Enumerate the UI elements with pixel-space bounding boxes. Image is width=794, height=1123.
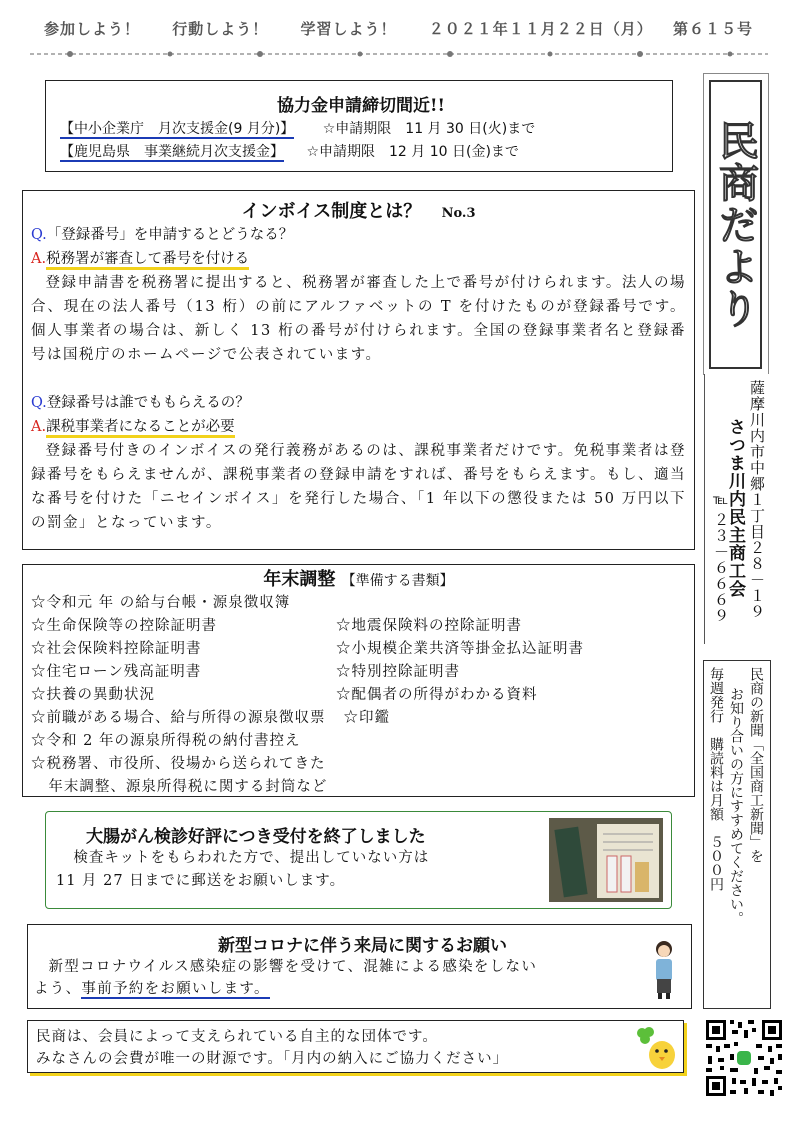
invoice-title-row [31,197,686,223]
yearend-item: ☆生命保険等の控除証明書 [31,618,217,634]
question-1 [31,223,686,247]
chick-clover-icon [632,1025,678,1071]
slogan-2: 行動しよう！ [172,20,269,38]
invoice-number: No.3 [441,206,476,221]
q-mark: Q. [31,227,47,243]
question-text: 「登録番号」を申請するとどうなる？ [46,227,294,243]
answer-text: 税務署が審査して番号を付ける [46,251,249,270]
footer-message [27,1020,684,1073]
yearend-article [22,564,695,797]
q-mark: Q. [31,395,47,411]
covid-line-1: 新型コロナウイルス感染症の影響を受けて、混雑による感染をしない [48,959,538,975]
yearend-title-row [31,569,686,592]
covid-line-2 [34,978,691,1000]
covid-title: 新型コロナに伴う来局に関するお願い [218,936,507,956]
answer-1 [31,247,686,271]
grant-row [60,118,662,141]
screening-line-1: 検査キットをもらわれた方で、提出していない方は [73,850,430,866]
yearend-item: ☆地震保険料の控除証明書 [336,618,522,634]
answer-body-1: 登録申請書を税務署に提出すると、税務署が審査した上で番号が付けられます。法人の場合、現在の法人番号（13 桁）の前にアルファベットの T を付けたものが登録番号です。個人事業者の場合は、新しく 13 桁の番号が付けられます。全国の登録事業者名と登録番号は国税庁のホームページで公表されています。 [31,275,686,363]
grant-deadline-2: ☆申請期限 12 月 10 日(金)まで [306,144,519,160]
grant-title: 協力金申請締切間近!! [277,96,445,116]
screening-notice [45,811,672,909]
header-bar [44,18,764,39]
yearend-item: ☆特別控除証明書 [336,664,460,680]
yearend-title: 年末調整 [263,569,336,590]
org-info-box [704,374,770,644]
org-tel-label: ℡ [713,492,729,508]
newspaper-line-1: 民商の新聞「全国商工新聞」を [748,667,764,863]
answer-text: 課税事業者になることが必要 [46,419,235,438]
newspaper-ad [703,660,771,1009]
yearend-pair [31,684,686,707]
answer-2 [31,415,686,439]
question-text: 登録番号は誰でももらえるの？ [46,395,250,411]
yearend-item: 年末調整、源泉所得税に関する封筒など [48,779,328,795]
yearend-item [31,707,686,730]
org-address: 薩摩川内市中郷１丁目２８－１９ [748,380,766,620]
yearend-item: ☆小規模企業共済等掛金払込証明書 [336,641,584,657]
yearend-item-text: ☆印鑑 [343,710,390,726]
invoice-article [22,190,695,550]
yearend-item-text: ☆前職がある場合、給与所得の源泉徴収票 [31,710,326,726]
issue-number: 第６１５号 [673,20,754,38]
masthead-title-text: 民商だより [712,119,759,330]
yearend-pair [31,615,686,638]
yearend-item: ☆住宅ローン残高証明書 [31,664,202,680]
covid-notice [27,924,692,1009]
receptionist-illustration [649,939,679,1001]
slogan-3: 学習しよう！ [300,20,397,38]
yearend-pair [31,661,686,684]
footer-line-1: 民商は、会員によって支えられている自主的な団体です。 [36,1029,438,1045]
a-mark: A. [31,419,47,435]
grant-deadline-1: ☆申請期限 11 月 30 日(火)まで [322,121,536,137]
covid-line-2a: よう、 [34,981,82,997]
yearend-item: ☆扶養の異動状況 [31,687,155,703]
grant-deadline-box [45,80,673,172]
screening-title: 大腸がん検診好評につき受付を終了しました [86,827,426,847]
invoice-title: インボイス制度とは？ [241,201,422,222]
issue-date: ２０２１年１１月２２日（月） [428,20,653,38]
footer-line-2: みなさんの会費が唯一の財源です。「月内の納入にご協力ください」 [36,1051,509,1067]
grant-row [60,141,662,164]
yearend-subtitle: 【準備する書類】 [341,573,454,589]
qr-code[interactable] [704,1018,784,1098]
test-kit-photo [549,818,663,902]
slogan-1: 参加しよう！ [44,20,141,38]
grant-name-2: 【鹿児島県 事業継続月次支援金】 [60,144,284,160]
floral-divider [30,47,768,61]
grant-name-1: 【中小企業庁 月次支援金(9 月分)】 [60,121,295,137]
org-name: さつま川内民主商工会 [725,418,745,598]
masthead-title [709,80,762,369]
newspaper-line-3: 毎週発行 購読料は月額 ５００円 [708,667,724,891]
org-tel: ２３－６６６９ [712,512,730,624]
yearend-item: ☆社会保険料控除証明書 [31,641,202,657]
yearend-item: ☆令和元 年 の給与台帳・源泉徴収簿 [31,595,291,611]
screening-line-2: 11 月 27 日までに郵送をお願いします。 [56,873,346,889]
yearend-item: ☆令和 2 年の源泉所得税の納付書控え [31,733,301,749]
a-mark: A. [31,251,47,267]
answer-body-2: 登録番号付きのインボイスの発行義務があるのは、課税事業者だけです。免税事業者は登録番号をもらえませんが、課税事業者の登録申請をすれば、番号をもらえます。もし、適当な番号を付けた「ニセインボイス」を発行した場合、「1 年以下の懲役または 50 万円以下の罰金」となっています。 [31,443,686,531]
yearend-pair [31,638,686,661]
covid-line-2b: 事前予約をお願いします。 [81,981,270,997]
yearend-item: ☆税務署、市役所、役場から送られてきた [31,756,326,772]
newspaper-line-2: お知り合いの方にすすめてください。 [728,687,744,925]
yearend-item: ☆配偶者の所得がわかる資料 [336,687,538,703]
question-2 [31,391,686,415]
